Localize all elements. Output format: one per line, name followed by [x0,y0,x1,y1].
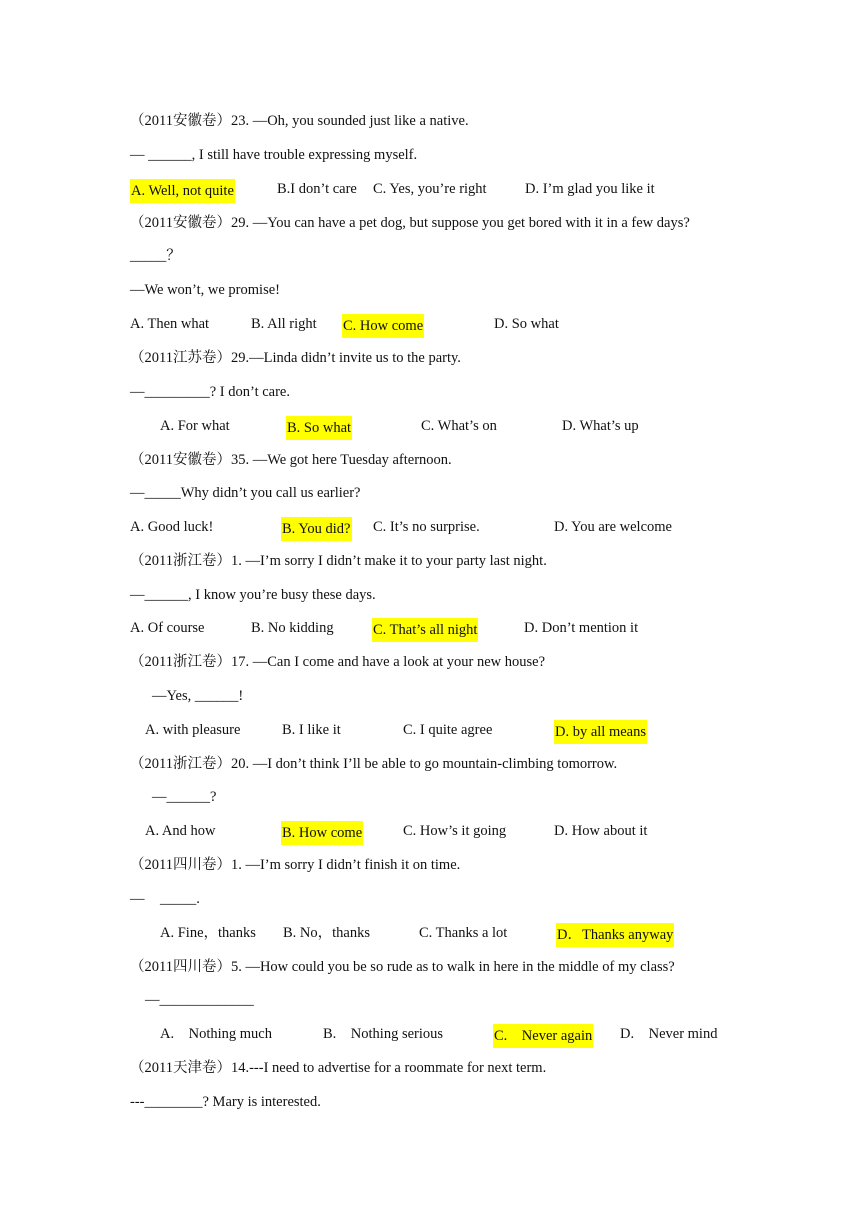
option-a: A. with pleasure [145,722,241,738]
option-c-correct: C. How come [342,314,424,338]
q35-stem: （2011安徽卷）35. —We got here Tuesday afternoon. [130,452,452,468]
option-b: B. No，thanks [283,925,370,941]
option-d: D. What’s up [562,418,639,434]
option-a-correct: A. Well, not quite [130,179,235,203]
zj1-reply: —______, I know you’re busy these days. [130,587,376,603]
option-d: D. You are welcome [554,519,672,535]
option-d: D. How about it [554,823,648,839]
option-b: B.I don’t care [277,181,357,197]
zj20-reply: —______? [152,789,217,805]
option-d: D. Don’t mention it [524,620,639,636]
zj17-stem: （2011浙江卷）17. —Can I come and have a look at your new house? [130,654,546,670]
js29-reply: —_________? I don’t care. [130,384,290,400]
option-a: A. Nothing much [160,1026,272,1042]
option-b-correct: B. So what [286,416,352,440]
js29-stem: （2011江苏卷）29.—Linda didn’t invite us to the party. [130,350,461,366]
q23-stem: （2011安徽卷）23. —Oh, you sounded just like a native. [130,113,469,129]
option-a: A. Fine，thanks [160,925,256,941]
sc5-reply: —_____________ [145,992,254,1008]
q29-blank: _____？ [130,248,181,264]
option-a: A. Then what [130,316,210,332]
option-c: C. It’s no surprise. [373,519,480,535]
tj14-stem: （2011天津卷）14.---I need to advertise for a roommate for next term. [130,1060,547,1076]
tj14-reply: ---________? Mary is interested. [130,1094,321,1110]
zj1-stem: （2011浙江卷）1. —I’m sorry I didn’t make it to your party last night. [130,553,547,569]
zj20-stem: （2011浙江卷）20. —I don’t think I’ll be able to go mountain-climbing tomorrow. [130,756,618,772]
option-c: C. What’s on [421,418,497,434]
option-c-correct: C. Never again [493,1024,593,1048]
sc1-stem: （2011四川卷）1. —I’m sorry I didn’t finish it on time. [130,857,461,873]
option-d-correct: D．Thanks anyway [556,923,674,947]
option-b-correct: B. You did? [281,517,352,541]
option-d: D. Never mind [620,1026,718,1042]
option-a: A. Of course [130,620,205,636]
q29-stem: （2011安徽卷）29. —You can have a pet dog, but suppose you get bored with it in a few days? [130,215,690,231]
option-d-correct: D. by all means [554,720,647,744]
option-b: B. Nothing serious [323,1026,444,1042]
option-c: C. Thanks a lot [419,925,508,941]
option-c: C. I quite agree [403,722,493,738]
option-b: B. I like it [282,722,341,738]
option-b: B. All right [251,316,317,332]
option-b-correct: B. How come [281,821,363,845]
q23-reply: — ______, I still have trouble expressing myself. [130,147,418,163]
option-a: A. And how [145,823,216,839]
sc1-reply-blank: _____. [160,891,200,907]
q29-reply: —We won’t, we promise! [130,282,280,298]
option-d: D. I’m glad you like it [525,181,655,197]
sc5-stem: （2011四川卷）5. —How could you be so rude as to walk in here in the middle of my class? [130,959,675,975]
option-a: A. For what [160,418,230,434]
option-b: B. No kidding [251,620,334,636]
option-c-correct: C. That’s all night [372,618,478,642]
zj17-reply: —Yes, ______! [152,688,244,704]
option-c: C. How’s it going [403,823,507,839]
q35-reply: —_____Why didn’t you call us earlier? [130,485,361,501]
option-c: C. Yes, you’re right [373,181,487,197]
option-a: A. Good luck! [130,519,214,535]
sc1-reply-dash: — [130,891,145,907]
option-d: D. So what [494,316,559,332]
